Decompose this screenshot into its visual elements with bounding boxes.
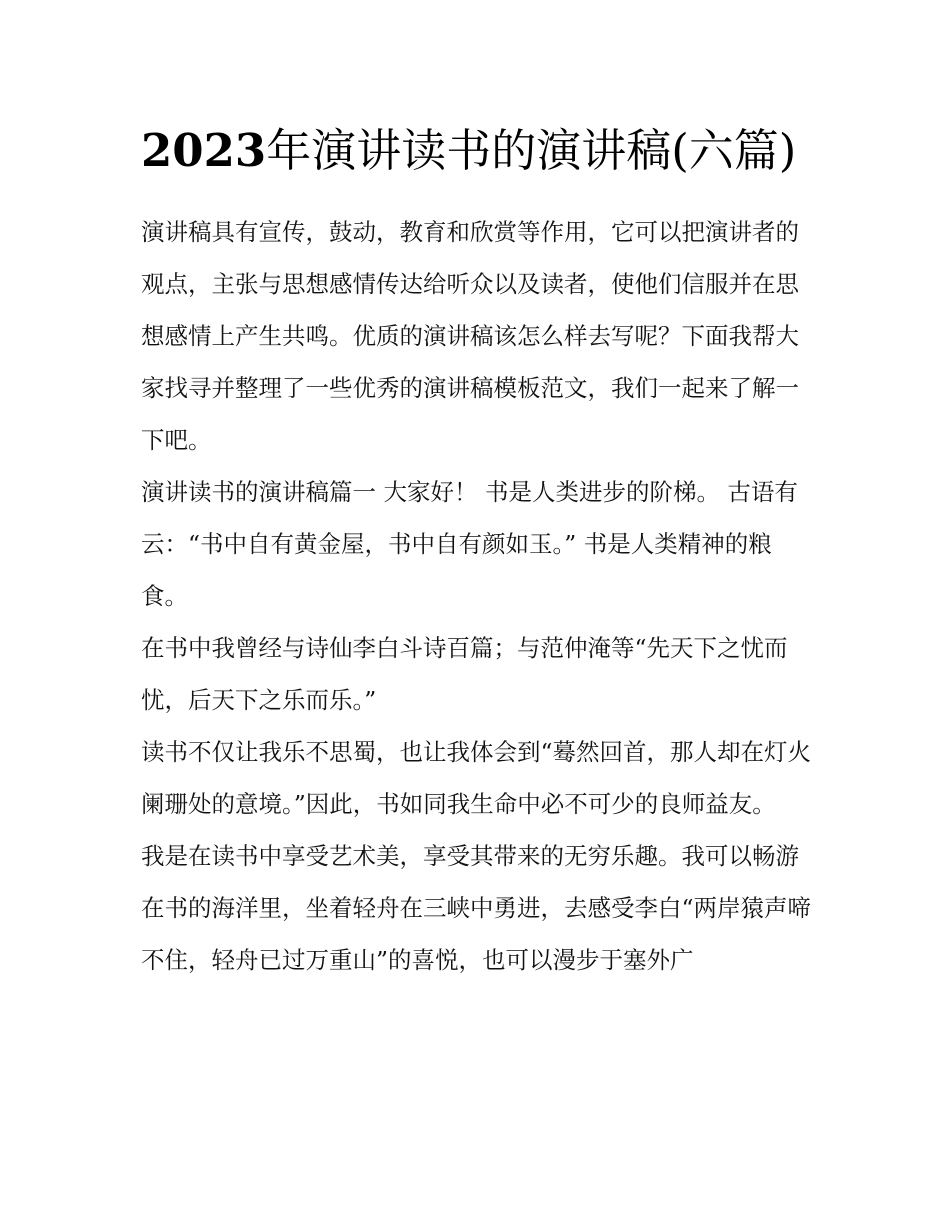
paragraph-reading-benefit: 读书不仅让我乐不思蜀，也让我体会到“蓦然回首，那人却在灯火阑珊处的意境。”因此，书如同我生命中必不可少的良师益友。 (141, 738, 812, 818)
title-year: 2023 (141, 124, 267, 177)
paragraph-art-enjoyment: 我是在读书中享受艺术美，享受其带来的无穷乐趣。我可以畅游在书的海洋里，坐着轻舟在三峡中勇进，去感受李白“两岸猿声啼不住，轻舟已过万重山”的喜悦，也可以漫步于塞外广 (141, 842, 812, 974)
document-body (141, 112, 816, 986)
paragraph-speech-opening: 演讲读书的演讲稿篇一 大家好！ 书是人类进步的阶梯。 古语有云：“书中自有黄金屋，书中自有颜如玉。” 书是人类精神的粮食。 (141, 478, 798, 610)
title-text: 年演讲读书的演讲稿(六篇) (266, 124, 797, 177)
paragraph-poets: 在书中我曾经与诗仙李白斗诗百篇；与范仲淹等“先天下之忧而忧，后天下之乐而乐。” (141, 634, 788, 714)
paragraph-intro: 演讲稿具有宣传，鼓动，教育和欣赏等作用，它可以把演讲者的观点，主张与思想感情传达给听众以及读者，使他们信服并在思想感情上产生共鸣。优质的演讲稿该怎么样去写呢？下面我帮大家找寻并整理了一些优秀的演讲稿模板范文，我们一起来了解一下吧。 (141, 218, 799, 454)
document-title (141, 112, 816, 190)
